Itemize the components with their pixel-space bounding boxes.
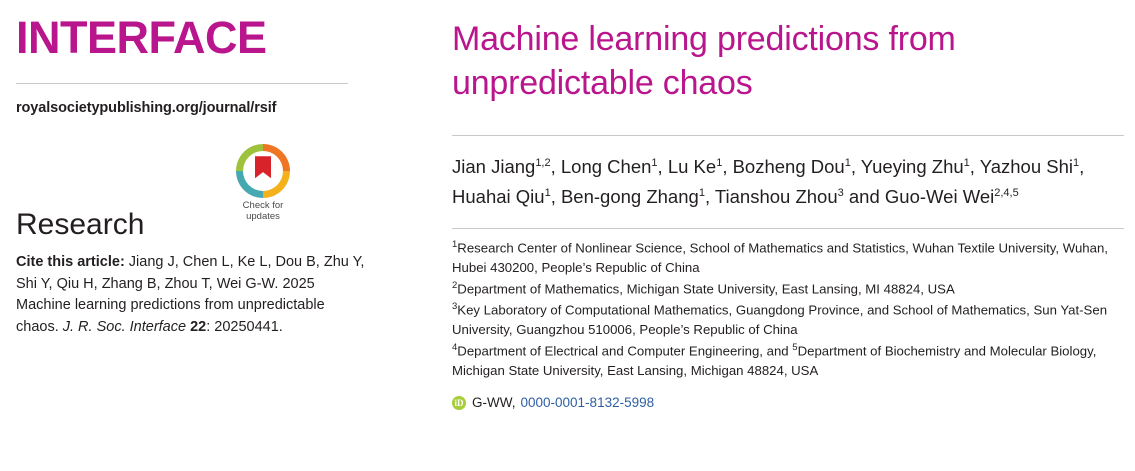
author-list <box>452 152 1124 212</box>
author-name: Huahai Qiu <box>452 186 545 207</box>
citation-block <box>16 252 368 338</box>
orcid-row <box>452 395 1124 410</box>
citation-journal: J. R. Soc. Interface <box>62 318 187 335</box>
orcid-icon: iD <box>452 396 466 410</box>
author-line-2: Huahai Qiu$^1$, Ben-gong Zhang$^1$, Tianshou Zhou$^3$ and Guo-Wei Wei$^{2,4,5}$ <box>452 186 1019 207</box>
author-affiliation-marker: 1 <box>963 156 970 169</box>
affiliation-item: $^3$Key Laboratory of Computational Mathematics, Guangdong Province, and School of Mathematics, Sun Yat-Sen University, Guangzhou 510006, People’s Republic of China <box>452 301 1108 338</box>
journal-website-url[interactable]: royalsocietypublishing.org/journal/rsif <box>16 100 277 117</box>
author-affiliation-marker: 1 <box>716 156 723 169</box>
author-name: Ben-gong Zhang <box>560 186 699 207</box>
page-title: Machine learning predictions from unpredictable chaos <box>452 20 956 102</box>
affiliation-list <box>452 238 1124 381</box>
author-name: Jian Jiang <box>452 156 536 178</box>
author-affiliation-marker: 2,4,5 <box>994 186 1019 199</box>
divider-title <box>452 135 1124 136</box>
crossmark-label-line2: updates <box>246 211 280 223</box>
affiliation-item: $^2$Department of Mathematics, Michigan State University, East Lansing, MI 48824, USA <box>452 279 955 297</box>
author-name: Long Chen <box>560 156 652 178</box>
author-affiliation-marker: 1 <box>698 186 705 199</box>
author-affiliation-marker: 1 <box>651 156 658 169</box>
left-sidebar <box>16 0 376 471</box>
author-affiliation-marker: 1,2 <box>535 156 551 169</box>
author-name: Guo-Wei Wei <box>884 186 995 207</box>
author-affiliation-marker: 1 <box>1072 156 1080 169</box>
author-line-1: Jian Jiang$^{1,2}$, Long Chen$^1$, Lu Ke$^1$, Bozheng Dou$^1$, Yueying Zhu$^1$, Yazhou Shi$^1$, <box>452 156 1085 178</box>
citation-volume: 22 <box>186 318 207 335</box>
journal-title: INTERFACE <box>16 12 267 63</box>
citation-lead: Cite this article: <box>16 254 125 271</box>
research-row <box>16 162 376 242</box>
author-name: Bozheng Dou <box>732 156 845 178</box>
citation-authors: Jiang J, Chen L, Ke L, Dou B, Zhu Y, Shi Y, Qiu H, Zhang B, Zhou T, Wei G-W. 2025 Machine learning predictions from unpredictable chaos. <box>16 254 365 335</box>
author-name: Lu Ke <box>667 156 717 178</box>
article-header <box>452 0 1124 471</box>
crossmark-label-line1: Check for <box>242 200 284 212</box>
author-name: Tianshou Zhou <box>714 186 838 207</box>
author-name: Yueying Zhu <box>860 156 964 178</box>
citation-article-number: : 20250441. <box>206 318 283 335</box>
orcid-id-link[interactable]: 0000-0001-8132-5998 <box>520 395 655 411</box>
crossmark-check-for-updates-icon <box>236 144 290 198</box>
section-label: Research <box>16 208 145 242</box>
affiliation-item: $^1$Research Center of Nonlinear Science, School of Mathematics and Statistics, Wuhan Textile University, Wuhan, Hubei 430200, People’s Republic of China <box>452 238 1108 276</box>
author-affiliation-marker: 3 <box>837 186 844 199</box>
affiliation-item: $^4$Department of Electrical and Computer Engineering, and $^5$Department of Biochemistry and Molecular Biology, Michigan State University, East Lansing, Michigan 48824, USA <box>452 342 1097 379</box>
divider-top <box>16 83 348 84</box>
divider-affiliations <box>452 228 1124 229</box>
author-name: Yazhou Shi <box>979 156 1073 178</box>
orcid-author-initials: G-WW, <box>472 395 516 411</box>
crossmark-badge[interactable] <box>221 144 305 223</box>
author-affiliation-marker: 1 <box>544 186 551 199</box>
author-affiliation-marker: 1 <box>844 156 851 169</box>
